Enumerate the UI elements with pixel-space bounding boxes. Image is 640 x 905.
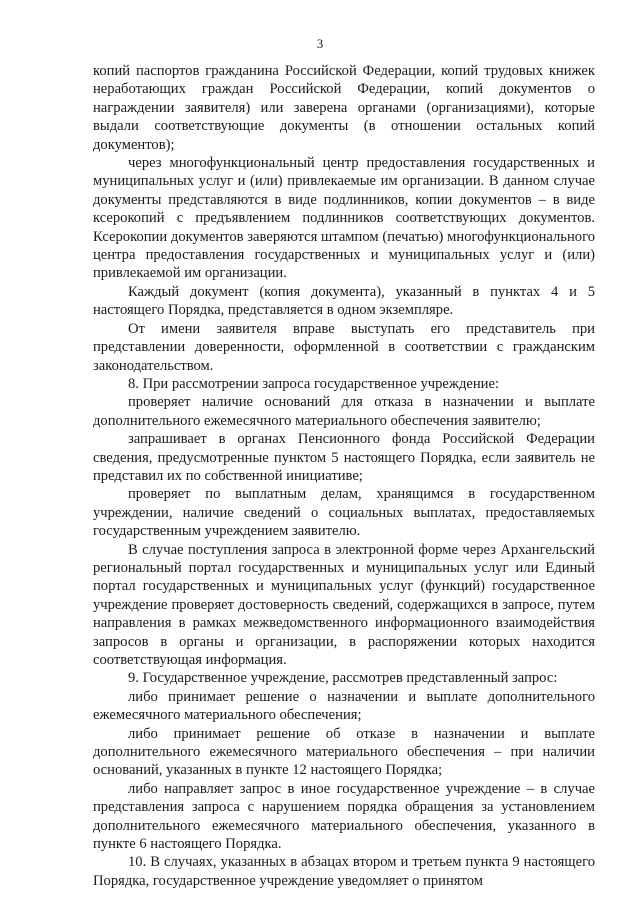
document-body: [93, 62, 595, 890]
paragraph-continuation: копий паспортов гражданина Российской Федерации, копий трудовых книжек неработающих граждан Российской Федерации, копий документов о награждении заявителя) или заверена органами (организациями), которые выдали соответствующие документы (в отношении остальных копий документов);: [93, 63, 595, 153]
paragraph: проверяет наличие оснований для отказа в назначении и выплате дополнительного ежемесячного материального обеспечения заявителю;: [93, 394, 595, 429]
paragraph: либо принимает решение об отказе в назначении и выплате дополнительного ежемесячного материального обеспечения – при наличии оснований, указанных в пункте 12 настоящего Порядка;: [93, 725, 595, 779]
paragraph: через многофункциональный центр предоставления государственных и муниципальных услуг и (или) привлекаемые им организации. В данном случае документы представляются в виде подлинников, копии документов – в виде ксерокопий с предъявлением подлинников соответствующих документов. Ксерокопии документов заверяются штампом (печатью) многофункционального центра предоставления государственных и муниципальных услуг и (или) привлекаемой им организации.: [93, 155, 595, 282]
paragraph: либо принимает решение о назначении и выплате дополнительного ежемесячного материального обеспечения;: [93, 688, 595, 724]
paragraph: запрашивает в органах Пенсионного фонда Российской Федерации сведения, предусмотренные пунктом 5 настоящего Порядка, если заявитель не представил их по собственной инициативе;: [93, 431, 595, 484]
paragraph: либо направляет запрос в иное государственное учреждение – в случае представления запроса с нарушением порядка обращения за установлением дополнительного ежемесячного материального обеспечения, указанного в пункте 6 настоящего Порядка.: [93, 780, 595, 853]
paragraph-item-9: 9. Государственное учреждение, рассмотрев представленный запрос:: [128, 670, 558, 687]
paragraph: От имени заявителя вправе выступать его представитель при представлении доверенности, оформленной в соответствии с гражданским законодательством.: [93, 320, 595, 374]
paragraph: проверяет по выплатным делам, хранящимся в государственном учреждении, наличие сведений о социальных выплатах, предоставляемых государственным учреждением заявителю.: [93, 486, 595, 540]
paragraph: Каждый документ (копия документа), указанный в пунктах 4 и 5 настоящего Порядка, представляется в одном экземпляре.: [93, 283, 595, 319]
page-number: 3: [316, 36, 324, 51]
paragraph-item-8: 8. При рассмотрении запроса государственное учреждение:: [128, 375, 500, 392]
paragraph: В случае поступления запроса в электронной форме через Архангельский региональный портал государственных и муниципальных услуг или Единый портал государственных и муниципальных услуг (функций) государственное учреждение проверяет достоверность сведений, содержащихся в запросе, путем направления в рамках межведомственного информационного взаимодействия запросов в органы и организации, в распоряжении которых находится соответствующая информация.: [93, 541, 595, 668]
paragraph-item-10: 10. В случаях, указанных в абзацах втором и третьем пункта 9 настоящего Порядка, государственное учреждение уведомляет о принятом: [93, 854, 595, 889]
